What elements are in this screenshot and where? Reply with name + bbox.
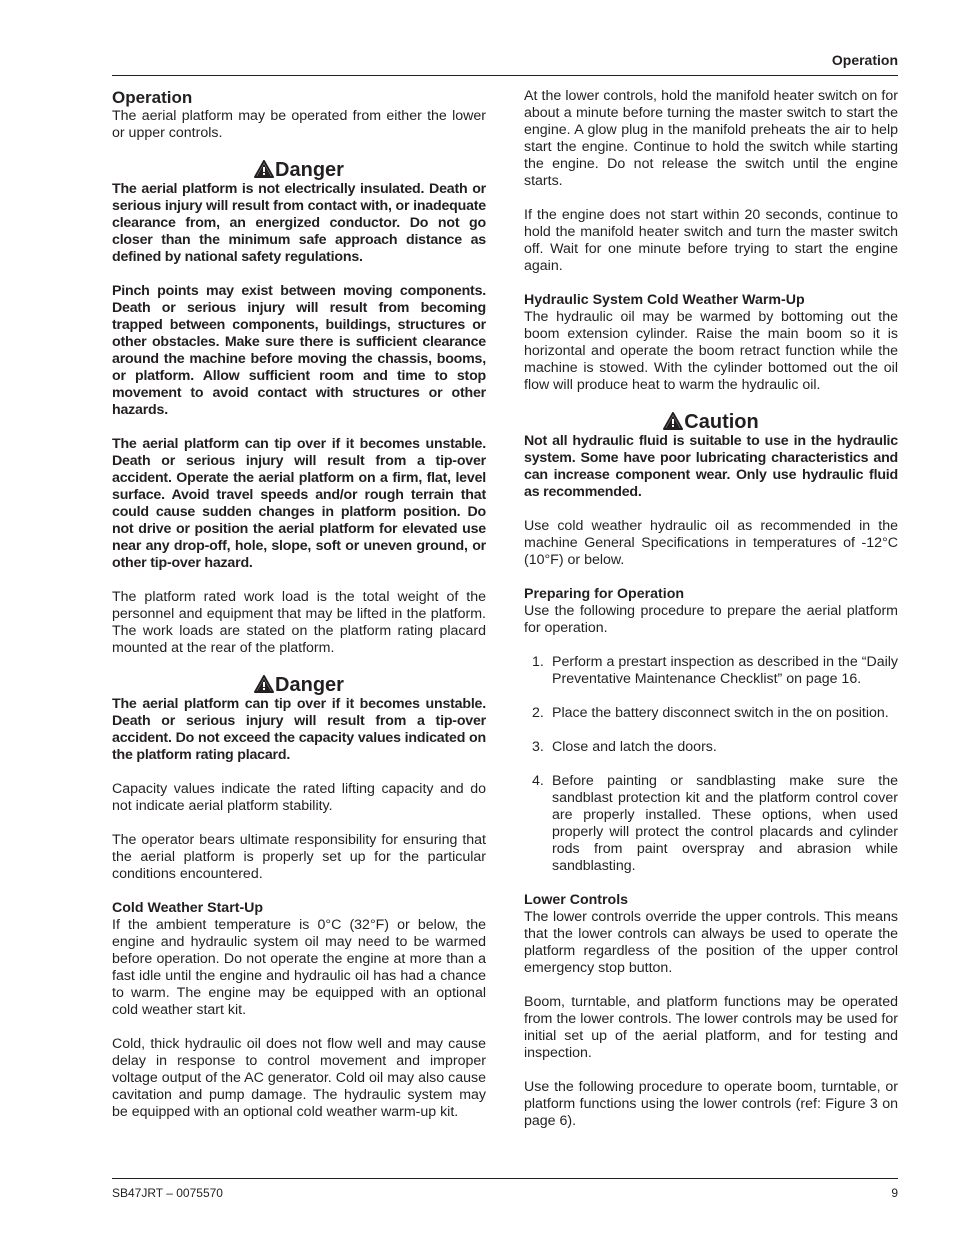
caution-text: Not all hydraulic fluid is suitable to use in the hydraulic system. Some have poor lubricating characteristics and can increase component wear. Only use hydraulic fluid as recommended. [524, 433, 898, 500]
cold-weather-paragraph-1: If the ambient temperature is 0°C (32°F) or below, the engine and hydraulic system oil may need to be warmed before operation. Do not operate the engine at more than a fast idle until the engine and hydraulic oil has had a chance to warm. The engine may be equipped with an optional cold weather start kit. [112, 917, 486, 1018]
engine-retry-paragraph: If the engine does not start within 20 seconds, continue to hold the manifold heater switch and turn the master switch off. Wait for one minute before trying to start the engine again. [524, 207, 898, 274]
caution-block [524, 411, 898, 501]
caution-title [524, 411, 898, 433]
lower-controls-paragraph-2: Boom, turntable, and platform functions may be operated from the lower controls. The lower controls may be used for initial set up of the aerial platform, and for testing and inspection. [524, 994, 898, 1061]
warning-triangle-icon [663, 412, 683, 430]
hydraulic-warmup-heading: Hydraulic System Cold Weather Warm-Up [524, 292, 805, 308]
list-item: 2. Place the battery disconnect switch in the on position. [532, 705, 889, 721]
list-item: 3. Close and latch the doors. [532, 739, 717, 755]
danger-text-pinch: Pinch points may exist between moving components. Death or serious injury will result from becoming trapped between components, buildings, structures or other obstacles. Make sure there is sufficient clearance around the machine before moving the chassis, booms, or platform. Allow sufficient room and time to stop movement to avoid contact with structures or other hazards. [112, 283, 486, 418]
list-item: 1. Perform a prestart inspection as described in the “Daily Preventative Maintenance Checklist” on page 16. [532, 654, 898, 687]
right-column [524, 88, 898, 1147]
danger-text-tipover: The aerial platform can tip over if it becomes unstable. Death or serious injury will result from a tip-over accident. Operate the aerial platform on a firm, flat, level surface. Avoid travel speeds and/or rough terrain that could cause sudden changes in platform position. Do not drive or position the aerial platform for elevated use near any drop-off, hole, slope, soft or uneven ground, or other tip-over hazard. [112, 436, 486, 571]
warning-triangle-icon [254, 160, 274, 178]
preparation-steps [524, 654, 898, 875]
manifold-heater-paragraph: At the lower controls, hold the manifold heater switch on for about a minute before turning the master switch to start the engine. A glow plug in the manifold preheats the air to help start the engine. Continue to hold the switch while starting the engine. Do not release the switch until the engine starts. [524, 88, 898, 189]
danger-block-1 [112, 159, 486, 572]
preparing-paragraph: Use the following procedure to prepare the aerial platform for operation. [524, 603, 898, 636]
header-rule [112, 75, 898, 76]
lower-controls-paragraph-3: Use the following procedure to operate boom, turntable, or platform functions using the lower controls (ref: Figure 3 on page 6). [524, 1079, 898, 1129]
document-id: SB47JRT – 0075570 [112, 1186, 223, 1200]
caution-title-text: Caution [684, 411, 759, 433]
left-column [112, 88, 486, 1138]
hydraulic-warmup-paragraph: The hydraulic oil may be warmed by bottoming out the boom extension cylinder. Raise the main boom so it is horizontal and operate the boom retract function while the machine is stowed. With the cylinder bottomed out the oil flow will produce heat to warm the hydraulic oil. [524, 309, 898, 393]
danger-title-2 [112, 674, 486, 696]
section-heading-operation: Operation [112, 88, 193, 107]
danger-title-text-2: Danger [275, 674, 344, 696]
intro-paragraph: The aerial platform may be operated from either the lower or upper controls. [112, 108, 486, 141]
lower-controls-paragraph-1: The lower controls override the upper controls. This means that the lower controls can always be used to operate the platform regardless of the position of the upper control emergency stop button. [524, 909, 898, 976]
warning-triangle-icon [254, 675, 274, 693]
cold-oil-paragraph: Use cold weather hydraulic oil as recommended in the machine General Specifications in temperatures of -12°C (10°F) or below. [524, 518, 898, 568]
danger-title-1 [112, 159, 486, 181]
workload-paragraph: The platform rated work load is the total weight of the personnel and equipment that may be lifted in the platform. The work loads are stated on the platform rating placard mounted at the rear of the platform. [112, 589, 486, 656]
page-number: 9 [891, 1186, 898, 1200]
capacity-paragraph: Capacity values indicate the rated lifting capacity and do not indicate aerial platform stability. [112, 781, 486, 814]
danger-block-2 [112, 674, 486, 764]
operator-paragraph: The operator bears ultimate responsibility for ensuring that the aerial platform is properly set up for the particular conditions encountered. [112, 832, 486, 882]
running-header: Operation [831, 52, 898, 68]
list-item: 4. Before painting or sandblasting make sure the sandblast protection kit and the platform control cover are properly installed. These options, when used properly will protect the control placards and cylinder rods from paint overspray and abrasion while sandblasting. [532, 773, 898, 874]
preparing-heading: Preparing for Operation [524, 586, 685, 602]
cold-weather-heading: Cold Weather Start-Up [112, 900, 264, 916]
footer-rule [112, 1178, 898, 1179]
lower-controls-heading: Lower Controls [524, 892, 629, 908]
cold-weather-paragraph-2: Cold, thick hydraulic oil does not flow well and may cause delay in response to control movement and improper voltage output of the AC generator. Cold oil may also cause cavitation and pump damage. The hydraulic system may be equipped with an optional cold weather warm-up kit. [112, 1036, 486, 1120]
danger-text-electrical: The aerial platform is not electrically insulated. Death or serious injury will result from contact with, or inadequate clearance from, an energized conductor. Do not go closer than the minimum safe approach distance as defined by national safety regulations. [112, 181, 486, 265]
danger-title-text-1: Danger [275, 159, 344, 181]
danger-text-capacity: The aerial platform can tip over if it becomes unstable. Death or serious injury will result from a tip-over accident. Do not exceed the capacity values indicated on the platform rating placard. [112, 696, 486, 763]
